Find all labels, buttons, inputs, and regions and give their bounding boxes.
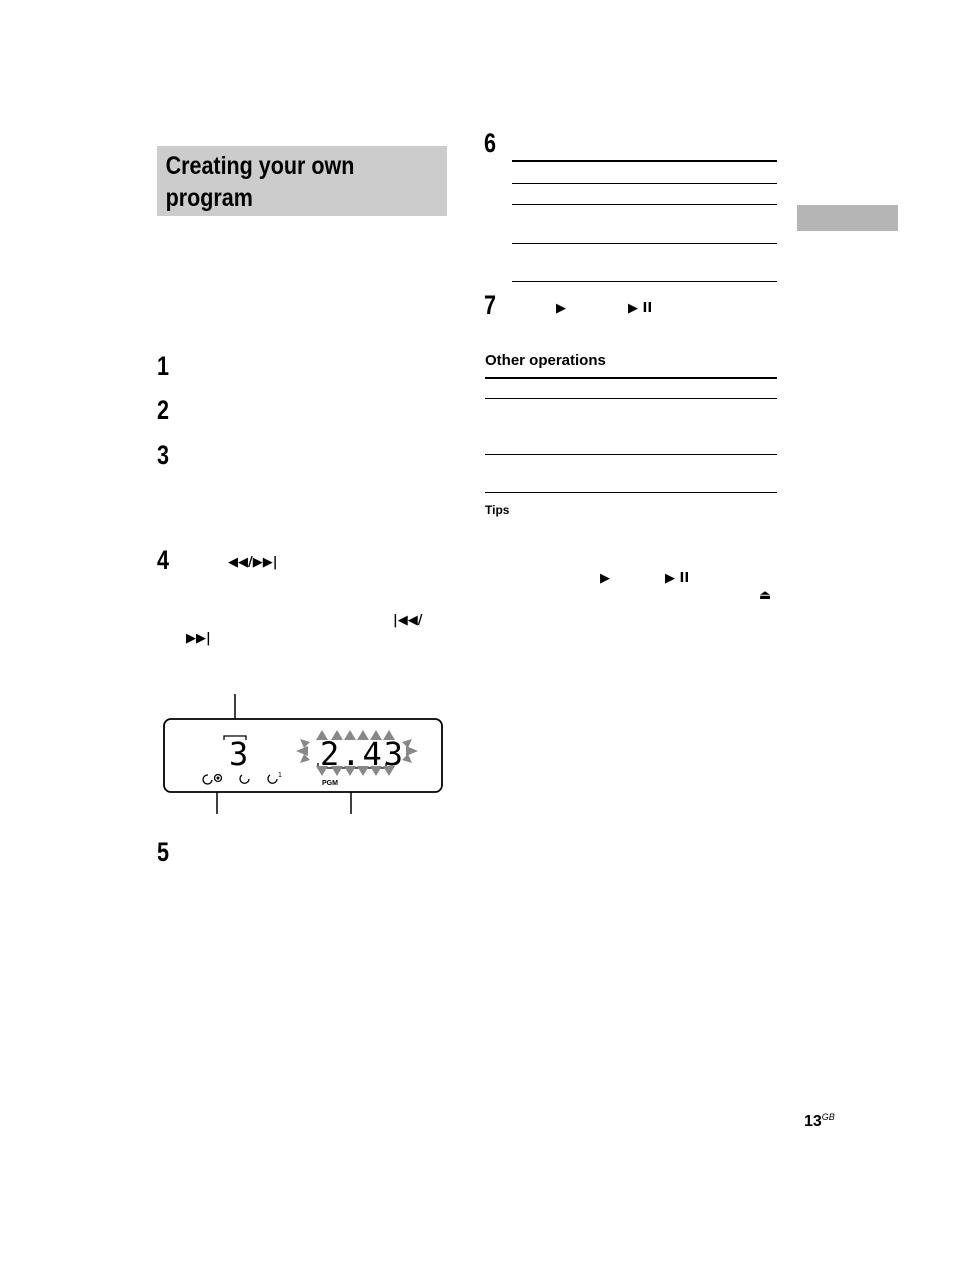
skip-buttons-symbol: ◀◀/▶▶| bbox=[228, 555, 278, 570]
play-symbol: ▶ bbox=[556, 301, 566, 316]
eject-symbol: ⏏ bbox=[759, 588, 772, 603]
tips-play-pause-symbol: ▶ II bbox=[665, 571, 690, 586]
tips-play-symbol: ▶ bbox=[600, 571, 610, 586]
step-number-5: 5 bbox=[157, 837, 170, 867]
skip-forward-symbol: ▶▶| bbox=[186, 631, 211, 646]
time-readout: 2.43 bbox=[320, 735, 406, 773]
step-number-1: 1 bbox=[157, 351, 170, 381]
track-number: 3 bbox=[229, 735, 249, 773]
step-number-3: 3 bbox=[157, 440, 170, 470]
operations-bottom-rule bbox=[485, 492, 777, 493]
step-number-7: 7 bbox=[484, 290, 497, 320]
display-illustration bbox=[150, 690, 450, 820]
table-rule bbox=[512, 243, 777, 244]
step-number-4: 4 bbox=[157, 545, 170, 575]
page-number-suffix: GB bbox=[821, 1112, 835, 1122]
operations-rule bbox=[485, 454, 777, 455]
tips-heading: Tips bbox=[485, 503, 510, 517]
table-rule bbox=[512, 183, 777, 184]
other-operations-heading: Other operations bbox=[485, 352, 606, 369]
step-number-2: 2 bbox=[157, 395, 170, 425]
section-title-box bbox=[157, 146, 447, 216]
page-number bbox=[804, 1112, 835, 1131]
operations-rule bbox=[485, 398, 777, 399]
table-rule bbox=[512, 204, 777, 205]
skip-back-symbol: |◀◀/ bbox=[393, 613, 423, 628]
chapter-tab bbox=[797, 205, 898, 231]
step-number-6: 6 bbox=[484, 128, 497, 158]
section-title: Creating your own program bbox=[165, 152, 355, 212]
table-bottom-rule bbox=[512, 281, 777, 282]
page-number-value: 13 bbox=[804, 1113, 822, 1130]
table-top-rule bbox=[512, 160, 777, 162]
repeat-one-superscript: 1 bbox=[278, 772, 282, 779]
pgm-indicator: PGM bbox=[322, 780, 338, 787]
operations-top-rule bbox=[485, 377, 777, 379]
play-pause-symbol: ▶ II bbox=[628, 301, 653, 316]
